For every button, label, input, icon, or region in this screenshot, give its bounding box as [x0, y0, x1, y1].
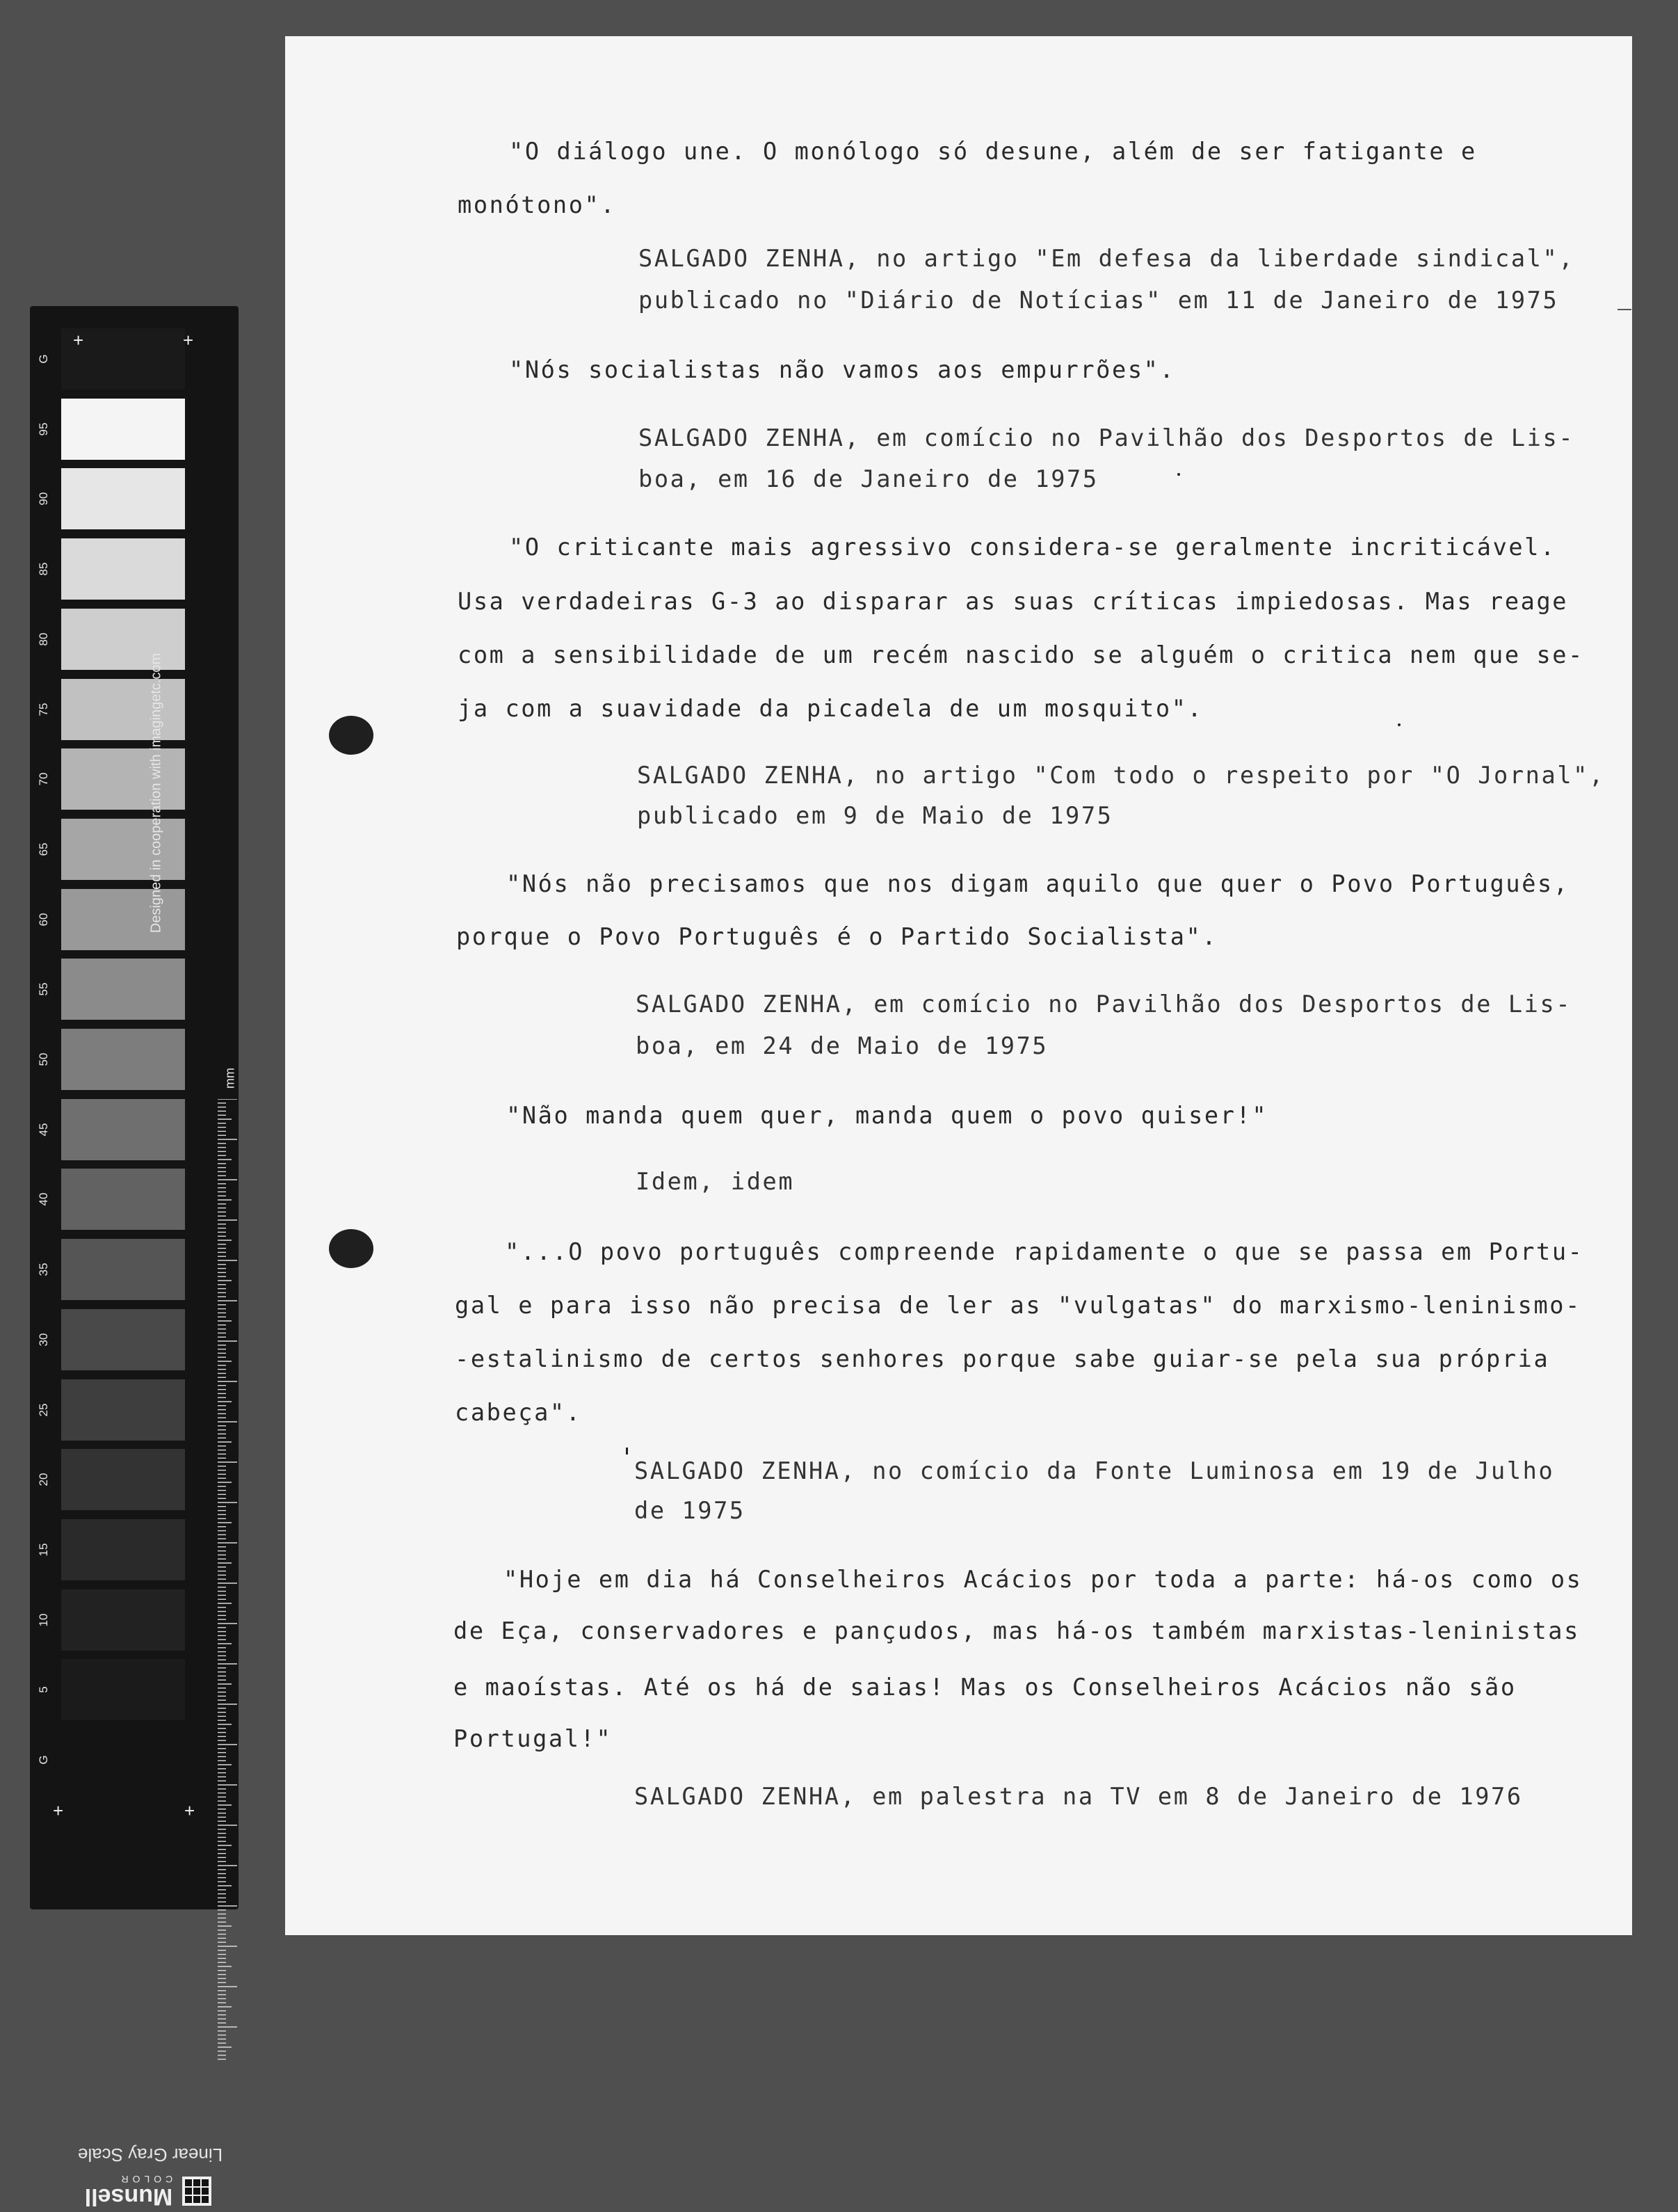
gray-patch	[61, 959, 185, 1020]
quote-line: com a sensibilidade de um recém nascido se alguém o critica nem que se-	[458, 641, 1584, 668]
attribution-line: boa, em 16 de Janeiro de 1975	[638, 465, 1099, 492]
gray-patch	[61, 1519, 185, 1580]
quote-line: -estalinismo de certos senhores porque sabe guiar-se pela sua própria	[455, 1345, 1550, 1372]
registration-cross-icon: +	[183, 330, 194, 351]
quote-line: ja com a suavidade da picadela de um mosquito".	[458, 695, 1204, 722]
attribution-line: SALGADO ZENHA, no comício da Fonte Luminosa em 19 de Julho	[634, 1457, 1555, 1484]
gray-patch-label: G	[37, 354, 50, 364]
gray-patch	[61, 679, 185, 740]
quote-line: "...O povo português compreende rapidamente o que se passa em Portu-	[505, 1238, 1584, 1265]
gray-patch-label: 60	[37, 913, 50, 927]
gray-patch	[61, 1589, 185, 1651]
gray-patch	[61, 1379, 185, 1441]
millimeter-ruler	[218, 1099, 259, 2062]
gray-patch-label: 55	[37, 982, 50, 996]
speck	[626, 1448, 628, 1454]
attribution-line: Idem, idem	[636, 1168, 795, 1195]
quote-line: "O diálogo une. O monólogo só desune, além de ser fatigante e	[509, 138, 1477, 165]
attribution-line: SALGADO ZENHA, em comício no Pavilhão dos Desportos de Lis-	[638, 424, 1575, 451]
gray-patch-label: 85	[37, 562, 50, 576]
quote-line: porque o Povo Português é o Partido Socialista".	[456, 923, 1218, 950]
attribution-line: publicado em 9 de Maio de 1975	[637, 802, 1113, 829]
attribution-line: de 1975	[634, 1497, 745, 1524]
quote-line: de Eça, conservadores e pançudos, mas há-os também marxistas-leninistas	[453, 1617, 1580, 1644]
quote-line: "Nós socialistas não vamos aos empurrões".	[509, 356, 1176, 383]
gray-patch	[61, 889, 185, 950]
munsell-logo-icon	[182, 2177, 211, 2206]
typed-page	[285, 36, 1632, 1935]
scale-title: Linear Gray Scale	[77, 2145, 223, 2165]
scale-credit: Designed in cooperation with imagingetc.com	[148, 652, 164, 933]
gray-patch-label: 95	[37, 422, 50, 436]
margin-mark	[1618, 309, 1631, 310]
gray-patch	[61, 468, 185, 529]
quote-line: cabeça".	[455, 1399, 582, 1426]
quote-line: gal e para isso não precisa de ler as "vulgatas" do marxismo-leninismo-	[455, 1292, 1581, 1319]
attribution-line: SALGADO ZENHA, em comício no Pavilhão dos Desportos de Lis-	[636, 991, 1572, 1018]
quote-line: Usa verdadeiras G-3 ao disparar as suas críticas impiedosas. Mas reage	[458, 588, 1569, 615]
gray-patch	[61, 1659, 185, 1720]
gray-patch-label: 65	[37, 842, 50, 856]
gray-patch-label: 10	[37, 1613, 50, 1627]
gray-patch-label: 35	[37, 1263, 50, 1276]
munsell-brand	[72, 2170, 225, 2212]
gray-patch	[61, 538, 185, 600]
attribution-line: boa, em 24 de Maio de 1975	[636, 1032, 1049, 1059]
gray-patch-label: 20	[37, 1473, 50, 1486]
speck	[1177, 473, 1180, 476]
quote-line: monótono".	[458, 191, 617, 218]
gray-patch-label: 50	[37, 1052, 50, 1066]
gray-patch-label: 30	[37, 1333, 50, 1347]
quote-line: e maoístas. Até os há de saias! Mas os Conselheiros Acácios não são	[453, 1674, 1517, 1701]
gray-patch	[61, 1449, 185, 1510]
gray-patch-label: 45	[37, 1123, 50, 1137]
registration-cross-icon: +	[53, 1800, 64, 1821]
gray-patch-label: 40	[37, 1192, 50, 1206]
attribution-line: SALGADO ZENHA, em palestra na TV em 8 de Janeiro de 1976	[634, 1783, 1523, 1810]
gray-patch	[61, 399, 185, 460]
gray-patch	[61, 1029, 185, 1090]
gray-patch-label: 90	[37, 492, 50, 506]
quote-line: "Nós não precisamos que nos digam aquilo que quer o Povo Português,	[506, 870, 1570, 897]
gray-patch	[61, 1309, 185, 1370]
gray-patch-label: 70	[37, 772, 50, 786]
ruler-unit-label: mm	[223, 1068, 237, 1089]
gray-patch	[61, 1169, 185, 1230]
gray-patch-label: G	[37, 1755, 50, 1765]
brand-subtitle: COLOR	[117, 2174, 173, 2185]
attribution-line: SALGADO ZENHA, no artigo "Com todo o respeito por "O Jornal",	[637, 762, 1605, 789]
quote-line: "O criticante mais agressivo considera-se geralmente incriticável.	[509, 534, 1556, 561]
gray-patch-label: 15	[37, 1543, 50, 1557]
gray-patch	[61, 609, 185, 670]
gray-patch	[61, 1239, 185, 1300]
quote-line: Portugal!"	[453, 1725, 613, 1752]
punch-hole	[329, 1229, 373, 1268]
gray-patch-label: 75	[37, 703, 50, 716]
registration-cross-icon: +	[73, 330, 84, 351]
attribution-line: SALGADO ZENHA, no artigo "Em defesa da liberdade sindical",	[638, 245, 1575, 272]
speck	[1398, 723, 1401, 726]
gray-scale-card	[30, 306, 239, 2210]
gray-patch	[61, 819, 185, 880]
attribution-line: publicado no "Diário de Notícias" em 11 de Janeiro de 1975	[638, 287, 1559, 314]
quote-line: "Hoje em dia há Conselheiros Acácios por toda a parte: há-os como os	[503, 1566, 1583, 1593]
gray-patch-label: 25	[37, 1403, 50, 1416]
gray-patch-label: 5	[37, 1686, 50, 1694]
gray-patch-label: 80	[37, 632, 50, 646]
gray-patch	[61, 748, 185, 810]
gray-patch	[61, 1729, 185, 1790]
punch-hole	[329, 716, 373, 755]
quote-line: "Não manda quem quer, manda quem o povo quiser!"	[506, 1102, 1268, 1129]
gray-patch	[61, 1099, 185, 1160]
brand-name: Munsell	[84, 2183, 173, 2210]
registration-cross-icon: +	[184, 1800, 195, 1821]
